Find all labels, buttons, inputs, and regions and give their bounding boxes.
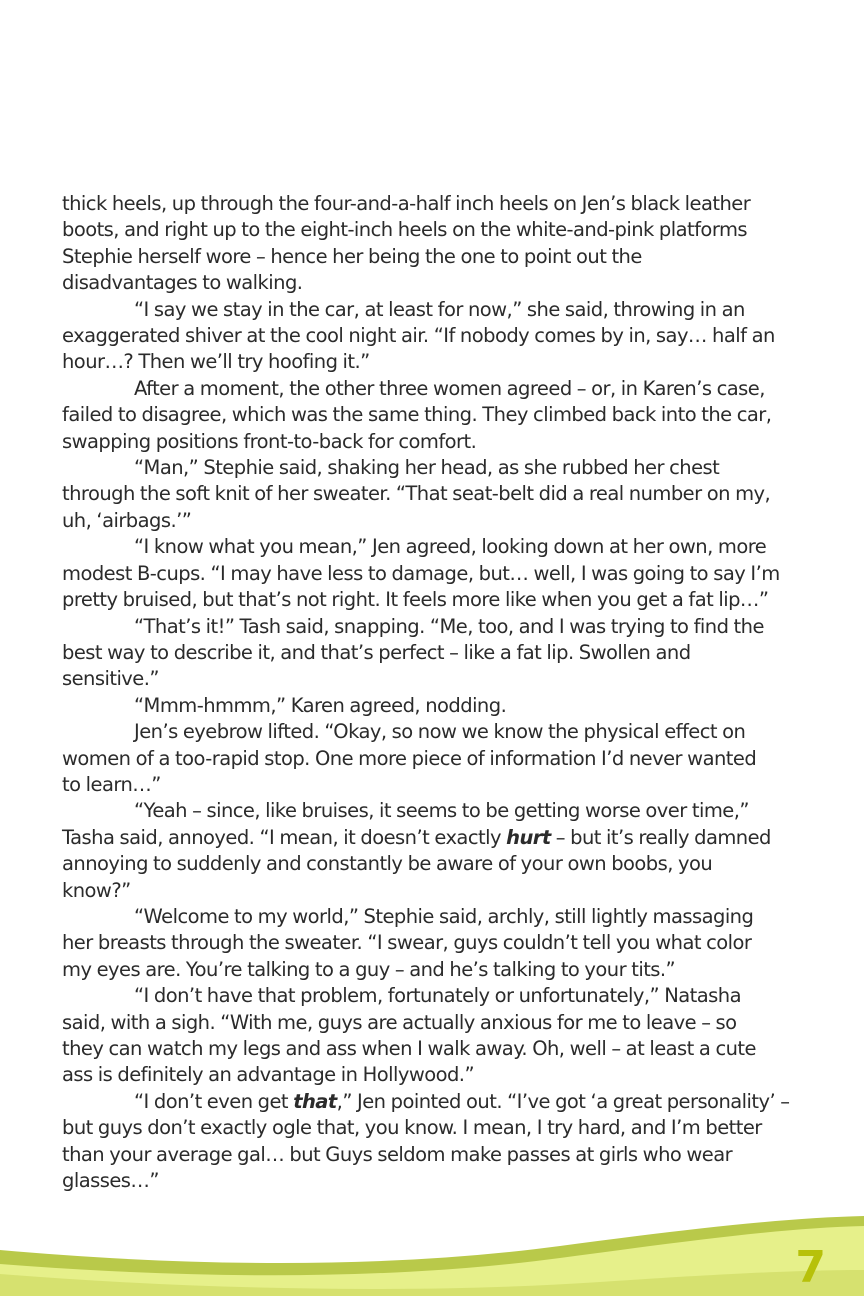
text-line-content: they can watch my legs and ass when I walk away. Oh, well – at least a cute <box>62 1037 756 1060</box>
text-line-continuation: ,” Jen pointed out. “I’ve got ‘a great personality’ – <box>336 1089 790 1113</box>
footer-swoosh-decoration <box>0 1190 864 1296</box>
text-line-content: Jen’s eyebrow lifted. “Okay, so now we know the physical effect on <box>134 720 746 744</box>
text-line <box>62 402 814 428</box>
emphasized-word: hurt <box>506 825 551 849</box>
text-line-content: boots, and right up to the eight-inch heels on the white-and-pink platforms <box>62 218 747 242</box>
text-line-content: “Welcome to my world,” Stephie said, archly, still lightly massaging <box>134 904 754 928</box>
text-line <box>62 270 814 296</box>
text-line-content: her breasts through the sweater. “I swear, guys couldn’t tell you what color <box>62 931 752 955</box>
text-line-content: annoying to suddenly and constantly be aware of your own boobs, you <box>62 852 713 876</box>
text-line-content: failed to disagree, which was the same thing. They climbed back into the car, <box>62 403 772 427</box>
text-line-content: “Man,” Stephie said, shaking her head, as she rubbed her chest <box>134 456 720 480</box>
text-line-content: uh, ‘airbags.’” <box>62 508 192 532</box>
text-line <box>62 508 814 534</box>
text-line <box>62 666 814 692</box>
text-line <box>62 746 814 772</box>
emphasized-word: that <box>293 1089 337 1113</box>
text-line <box>62 1089 814 1115</box>
text-line <box>62 429 814 455</box>
text-line <box>62 349 814 375</box>
text-line-content: women of a too-rapid stop. One more piece of information I’d never wanted <box>62 746 757 770</box>
text-line <box>62 878 814 904</box>
text-line <box>62 772 814 798</box>
text-line-content: “I don’t even get <box>134 1089 294 1113</box>
text-line-content: said, with a sigh. “With me, guys are actually anxious for me to leave – so <box>62 1010 737 1034</box>
text-line <box>62 983 814 1009</box>
text-line <box>62 1062 814 1088</box>
text-line-content: know?” <box>62 878 131 902</box>
page-number: 7 <box>795 1242 826 1293</box>
text-line-content: After a moment, the other three women agreed – or, in Karen’s case, <box>134 376 765 400</box>
text-line-content: “I say we stay in the car, at least for now,” she said, throwing in an <box>134 297 745 321</box>
text-line-content: swapping positions front-to-back for comfort. <box>62 429 477 453</box>
text-line <box>62 825 814 851</box>
text-line <box>62 561 814 587</box>
text-line <box>62 534 814 560</box>
text-line <box>62 323 814 349</box>
text-line <box>62 930 814 956</box>
text-line <box>62 455 814 481</box>
text-line <box>62 693 814 719</box>
text-line-content: pretty bruised, but that’s not right. It feels more like when you get a fat lip…” <box>62 588 769 612</box>
text-line <box>62 851 814 877</box>
text-line <box>62 244 814 270</box>
text-line <box>62 798 814 824</box>
text-line-content: glasses…” <box>62 1169 159 1193</box>
text-line-content: my eyes are. You’re talking to a guy – and he’s talking to your tits.” <box>62 957 676 981</box>
text-line-content: Stephie herself wore – hence her being the one to point out the <box>62 244 642 268</box>
text-line <box>62 614 814 640</box>
text-line <box>62 191 814 217</box>
text-line-content: thick heels, up through the four-and-a-half inch heels on Jen’s black leather <box>62 192 751 215</box>
text-line <box>62 217 814 243</box>
text-line <box>62 1036 814 1062</box>
text-line <box>62 1115 814 1141</box>
text-line-content: sensitive.” <box>62 667 159 691</box>
text-line-content: “I don’t have that problem, fortunately or unfortunately,” Natasha <box>134 984 741 1008</box>
text-line-content: “Mmm-hmmm,” Karen agreed, nodding. <box>134 693 507 717</box>
text-line-continuation: – but it’s really damned <box>550 825 771 849</box>
text-line-content: “I know what you mean,” Jen agreed, looking down at her own, more <box>134 535 767 559</box>
text-line <box>62 904 814 930</box>
text-line <box>62 640 814 666</box>
text-line-content: than your average gal… but Guys seldom make passes at girls who wear <box>62 1142 733 1166</box>
text-line-content: through the soft knit of her sweater. “That seat-belt did a real number on my, <box>62 482 771 506</box>
text-line-content: “Yeah – since, like bruises, it seems to be getting worse over time,” <box>134 799 749 823</box>
text-line-content: but guys don’t exactly ogle that, you know. I mean, I try hard, and I’m better <box>62 1116 762 1140</box>
text-line-content: to learn…” <box>62 772 161 796</box>
text-line <box>62 376 814 402</box>
text-line <box>62 1010 814 1036</box>
text-line-content: exaggerated shiver at the cool night air. “If nobody comes by in, say… half an <box>62 324 775 348</box>
text-line-content: best way to describe it, and that’s perfect – like a fat lip. Swollen and <box>62 640 691 664</box>
text-line-content: Tasha said, annoyed. “I mean, it doesn’t exactly <box>62 825 507 849</box>
text-line <box>62 481 814 507</box>
text-line <box>62 719 814 745</box>
text-line <box>62 1142 814 1168</box>
page-text <box>62 191 814 1194</box>
text-line-content: ass is definitely an advantage in Hollywood.” <box>62 1063 475 1087</box>
text-line-content: “That’s it!” Tash said, snapping. “Me, too, and I was trying to find the <box>134 614 764 638</box>
text-line-content: disadvantages to walking. <box>62 271 303 295</box>
text-line-content: modest B-cups. “I may have less to damage, but… well, I was going to say I’m <box>62 561 780 585</box>
text-line <box>62 957 814 983</box>
text-line-content: hour…? Then we’ll try hoofing it.” <box>62 350 370 374</box>
text-line <box>62 297 814 323</box>
text-line <box>62 587 814 613</box>
